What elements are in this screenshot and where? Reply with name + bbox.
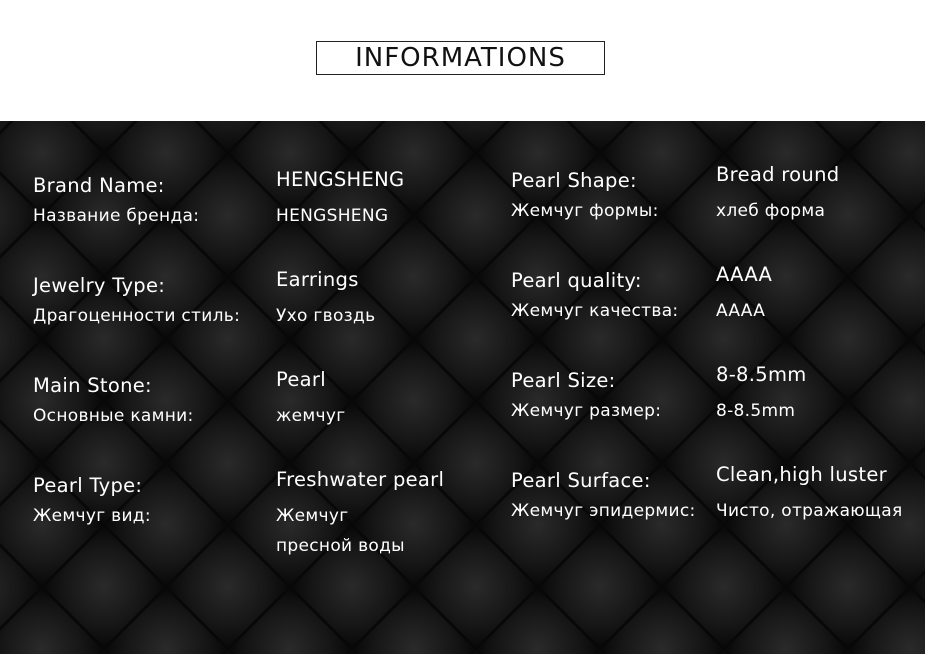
brand-name-label-ru: Название бренда: bbox=[33, 206, 200, 226]
pearl-size-value: 8-8.5mm bbox=[716, 363, 807, 386]
pearl-surface-label: Pearl Surface: bbox=[511, 469, 651, 492]
pearl-shape-label-ru: Жемчуг формы: bbox=[511, 201, 659, 221]
brand-name-value-ru: HENGSHENG bbox=[276, 206, 389, 226]
jewelry-type-value: Earrings bbox=[276, 268, 359, 291]
pearl-quality-value-ru: AAAA bbox=[716, 301, 766, 321]
pearl-surface-label-ru: Жемчуг эпидермис: bbox=[511, 501, 696, 521]
pearl-shape-value: Bread round bbox=[716, 163, 840, 186]
pearl-type-label-ru: Жемчуг вид: bbox=[33, 506, 151, 526]
jewelry-type-value-ru: Ухо гвоздь bbox=[276, 306, 376, 326]
info-panel bbox=[0, 121, 925, 654]
main-stone-value: Pearl bbox=[276, 368, 326, 391]
pearl-type-value-ru-line2: пресной воды bbox=[276, 536, 405, 556]
pearl-quality-label-ru: Жемчуг качества: bbox=[511, 301, 679, 321]
main-stone-value-ru: жемчуг bbox=[276, 406, 346, 426]
header bbox=[0, 0, 925, 121]
jewelry-type-label-ru: Драгоценности стиль: bbox=[33, 306, 241, 326]
pearl-size-label-ru: Жемчуг размер: bbox=[511, 401, 662, 421]
brand-name-label: Brand Name: bbox=[33, 174, 165, 197]
pearl-surface-value: Clean,high luster bbox=[716, 463, 887, 486]
pearl-type-value-ru: Жемчуг bbox=[276, 506, 349, 526]
page-title: INFORMATIONS bbox=[316, 41, 605, 75]
jewelry-type-label: Jewelry Type: bbox=[33, 274, 166, 297]
main-stone-label-ru: Основные камни: bbox=[33, 406, 194, 426]
pearl-quality-value: AAAA bbox=[716, 263, 773, 286]
main-stone-label: Main Stone: bbox=[33, 374, 152, 397]
pearl-surface-value-ru: Чисто, отражающая bbox=[716, 501, 903, 521]
pearl-quality-label: Pearl quality: bbox=[511, 269, 642, 292]
pearl-shape-label: Pearl Shape: bbox=[511, 169, 637, 192]
pearl-type-value: Freshwater pearl bbox=[276, 468, 445, 491]
pearl-shape-value-ru: хлеб форма bbox=[716, 201, 826, 221]
pearl-size-label: Pearl Size: bbox=[511, 369, 616, 392]
pearl-type-label: Pearl Type: bbox=[33, 474, 143, 497]
brand-name-value: HENGSHENG bbox=[276, 168, 405, 191]
pearl-size-value-ru: 8-8.5mm bbox=[716, 401, 796, 421]
